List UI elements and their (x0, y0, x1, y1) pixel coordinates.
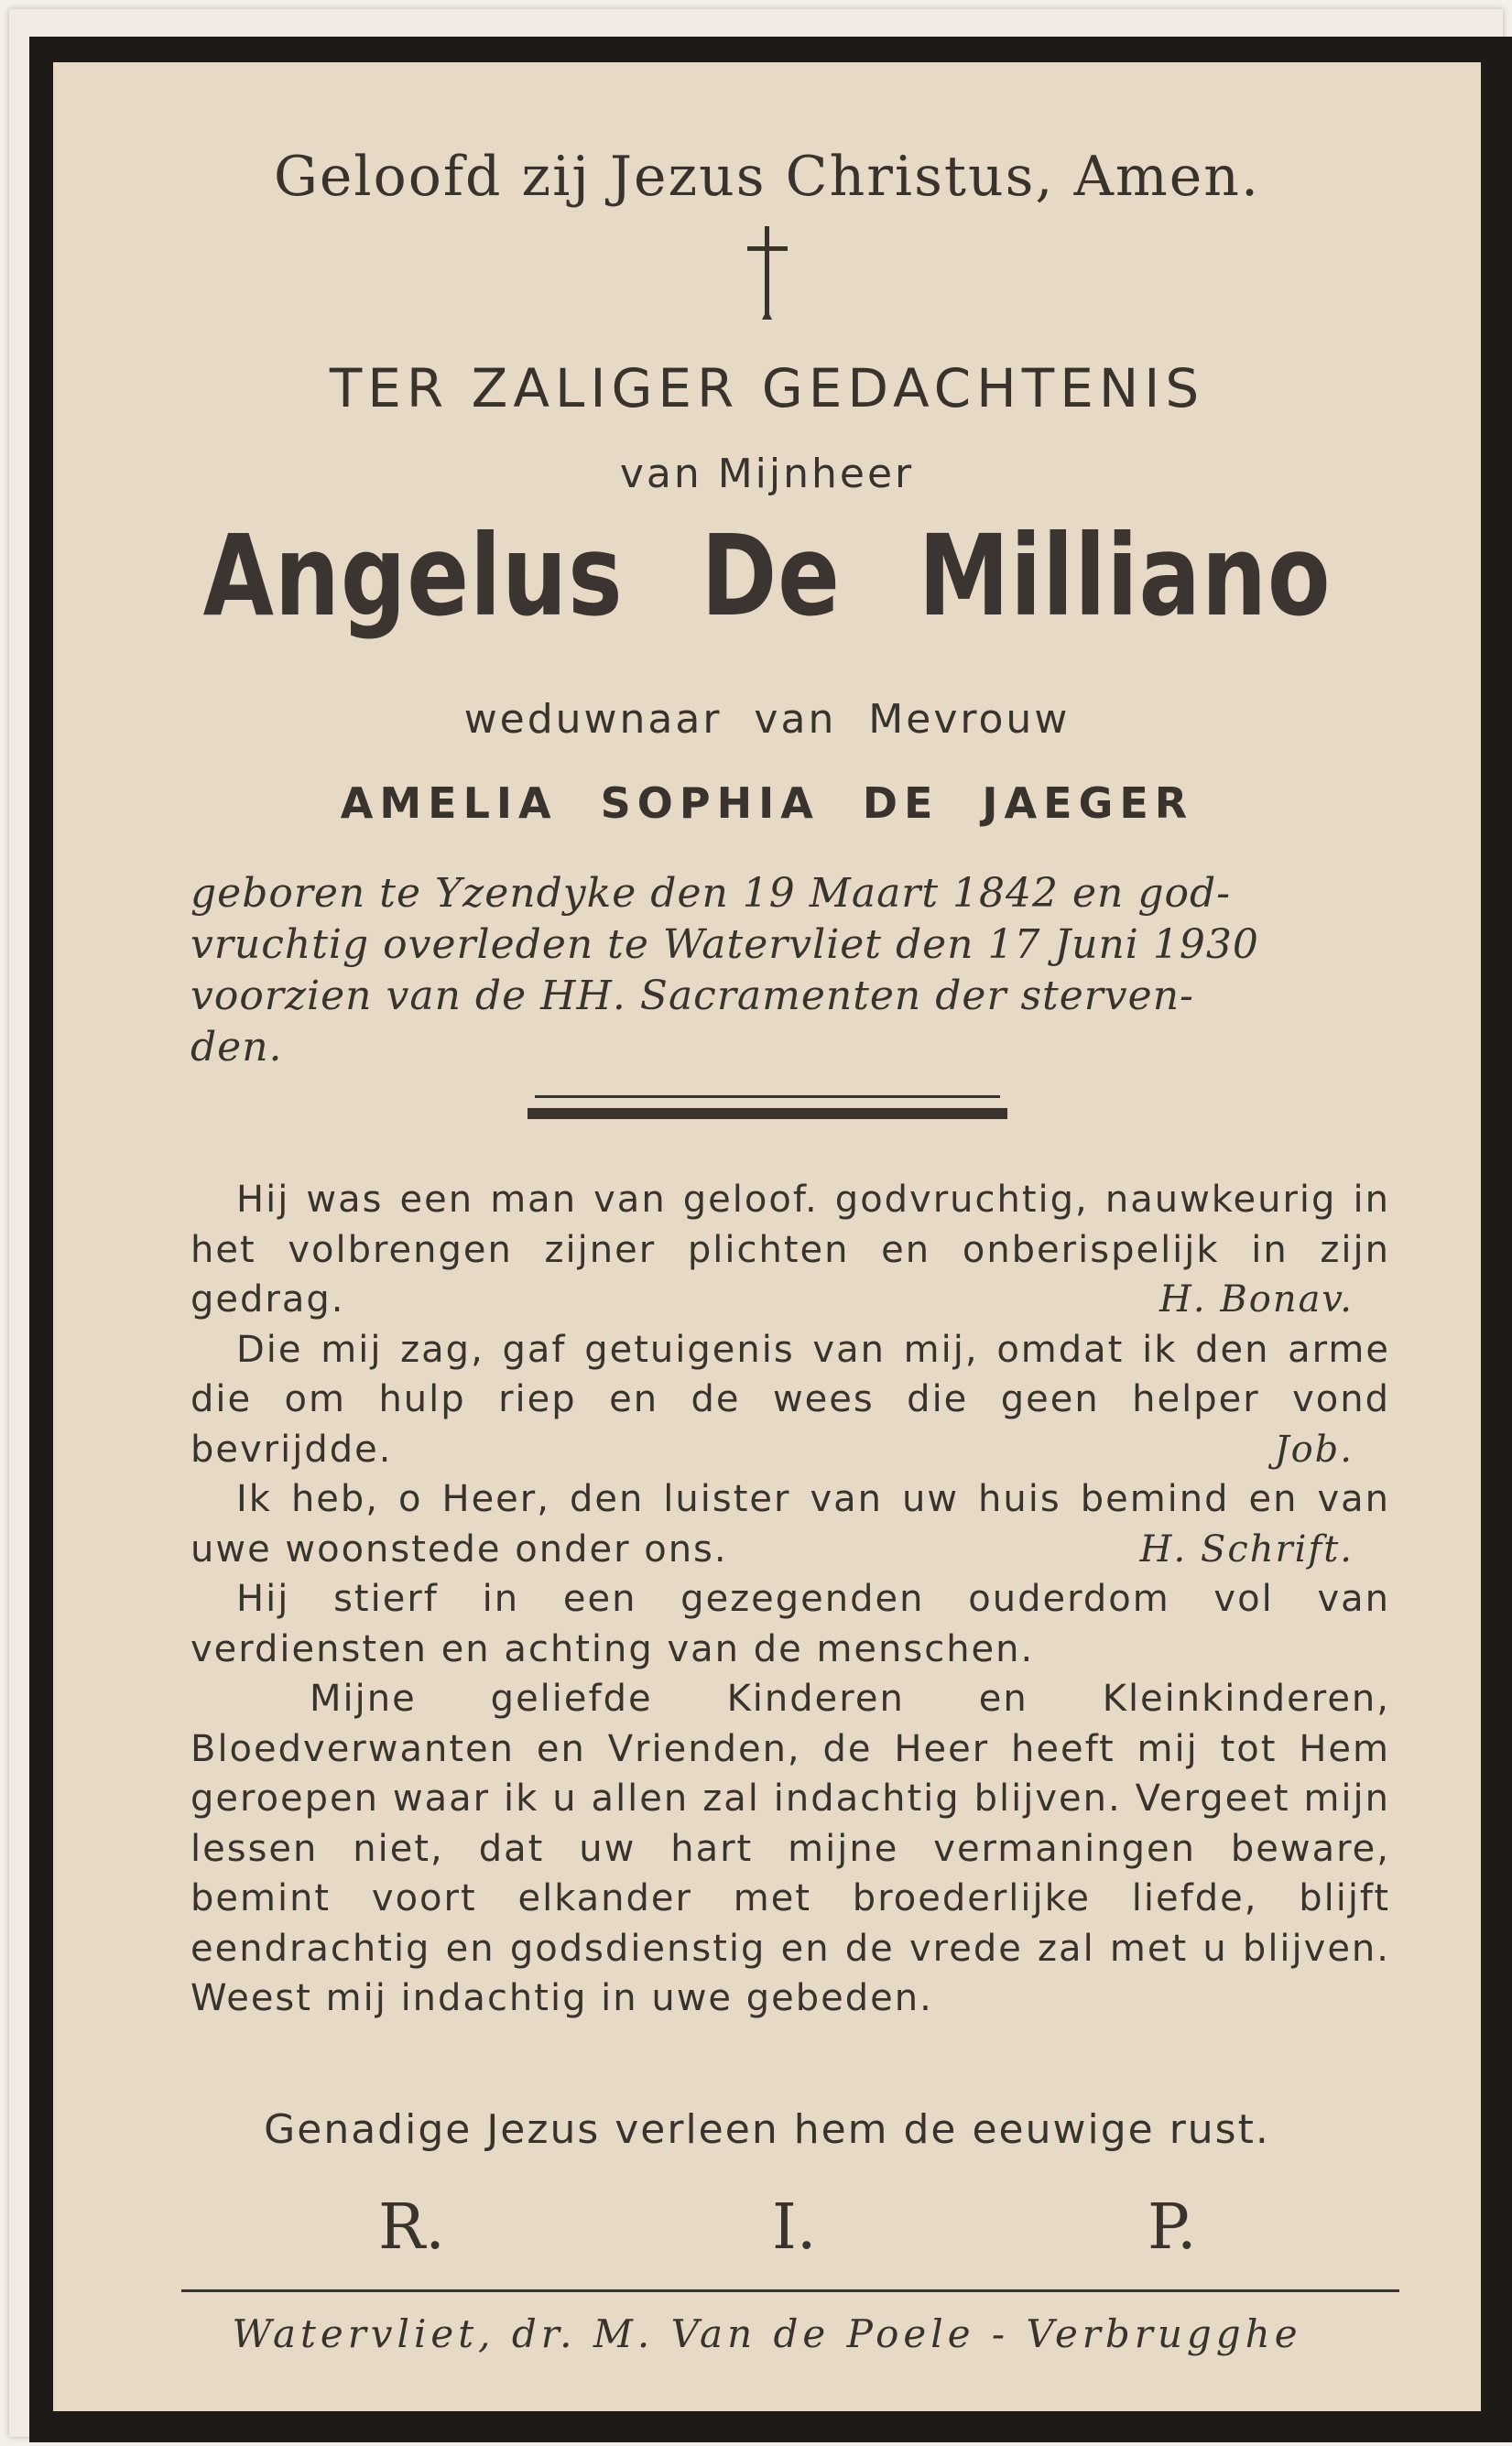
paragraph-source: H. Bonav. (1159, 1278, 1354, 1321)
rip-letter-p: P. (1148, 2191, 1197, 2264)
card-mourning-border (29, 37, 1512, 2442)
paragraph-text: Mijne geliefde Kinderen en Kleinkinderen, Bloedverwanten en Vrienden, de Heer heeft mij tot Hem geroepen waar ik u allen zal indachtig blijven. Vergeet mijn lessen niet, dat uw hart mijne vermaningen beware, bemint voort elkander met broederlijke liefde, blijft eendrachtig en godsdienstig en de vrede zal met u blijven. Weest mij indachtig in uwe gebeden. (190, 1678, 1390, 2019)
card-content (53, 62, 1481, 2411)
text-paragraph (190, 1325, 1390, 1475)
text-paragraph (190, 1474, 1390, 1574)
divider-thick-rule (528, 1108, 1007, 1119)
footer-rule (181, 2289, 1399, 2292)
rip-letters (53, 2191, 1481, 2274)
closing-prayer: Genadige Jezus verleen hem de eeuwige rust. (264, 2106, 1270, 2153)
spouse-name: AMELIA SOPHIA DE JAEGER (340, 778, 1194, 828)
text-paragraph (190, 1674, 1390, 2024)
biography (190, 868, 1399, 1073)
bio-line: den. (190, 1024, 283, 1071)
text-paragraph (190, 1175, 1390, 1325)
honorific-line: van Mijnheer (619, 451, 915, 497)
cross-icon (742, 223, 793, 323)
ornamental-divider (528, 1088, 1007, 1121)
paragraph-source: H. Schrift. (1139, 1527, 1354, 1571)
bio-line: geboren te Yzendyke den 19 Maart 1842 en god- (190, 870, 1232, 917)
paragraph-text: Hij was een man van geloof. godvruchtig, nauwkeurig in het volbrengen zijner plichten en onberispelijk in zijn gedrag. (190, 1179, 1390, 1321)
rip-letter-r: R. (378, 2191, 445, 2264)
memorial-text (190, 1175, 1390, 2024)
divider-thin-rule (535, 1095, 1000, 1098)
paragraph-source: Job. (1274, 1428, 1354, 1471)
paragraph-text: Die mij zag, gaf getuigenis van mij, omdat ik den arme die om hulp riep en de wees die geen helper vond bevrijdde. (190, 1328, 1390, 1471)
paragraph-text: Hij stierf in een gezegenden ouderdom vol van verdiensten en achting van de menschen. (190, 1578, 1390, 1670)
memorial-card (9, 9, 1503, 2437)
printer-imprint: Watervliet, dr. M. Van de Poele - Verbrugghe (232, 2311, 1302, 2356)
paragraph-text: Ik heb, o Heer, den luister van uw huis bemind en van uwe woonstede onder ons. (190, 1478, 1390, 1571)
deceased-name: Angelus De Milliano (202, 511, 1332, 641)
header-invocation: Geloofd zij Jezus Christus, Amen. (273, 145, 1261, 209)
memorial-title: TER ZALIGER GEDACHTENIS (329, 357, 1205, 419)
widower-line: weduwnaar van Mevrouw (463, 696, 1071, 743)
rip-letter-i: I. (772, 2191, 817, 2264)
bio-line: voorzien van de HH. Sacramenten der sterven- (190, 973, 1194, 1019)
bio-line: vruchtig overleden te Watervliet den 17 Juni 1930 (190, 921, 1259, 968)
text-paragraph (190, 1574, 1390, 1674)
